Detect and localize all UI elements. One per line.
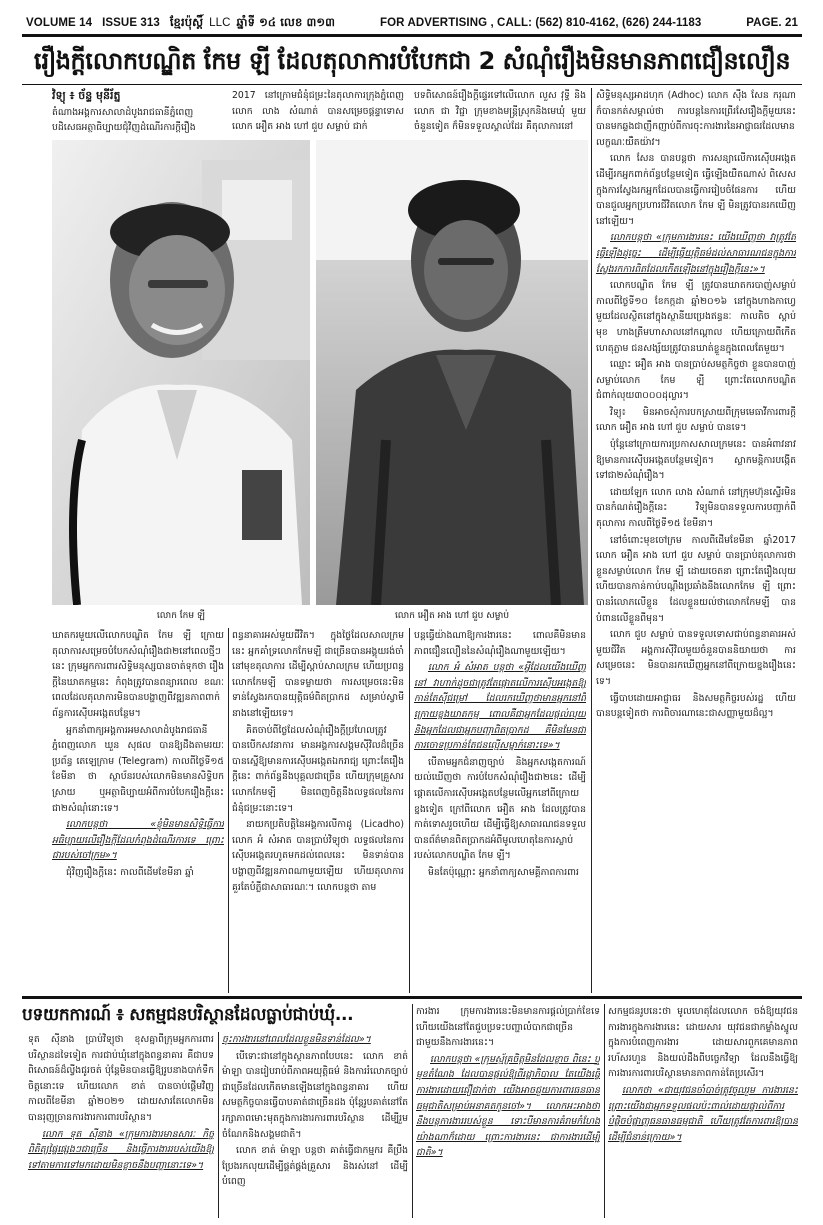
article-column-2 <box>232 628 404 993</box>
article-headline: រឿងក្ដីលោកបណ្ឌិត កែម ឡី ដែលតុលាការបំបែកជា 2 សំណុំរឿងមិនមានភាពជឿនលឿន <box>33 47 791 75</box>
col4-quote: លោកបន្តថា «ក្រុមការងារនេះ យើងឃើញថា វាត្រូវតែធ្វើឡើងដូច្នេះ ដើម្បីធ្វើយុត្តិធម៌ដល់សាធារណជនក្នុងការស្វែងរកការពិតដែលកើតឡើងនៅក្នុងរឿងក្ដីនេះ»។ <box>596 232 796 275</box>
article-column-3 <box>414 628 586 993</box>
feature-col2-paragraph: បើទោះជានៅក្នុងស្ថានភាពបែបនេះ លោក ខាត់ ម៉ាឡា បានរៀបរាប់ពីភាពអយុត្តិធម៌ និងការរំលោភច្បាប់ជាច្រើនដែលកើតមានឡើងនៅក្នុងពន្ធនាគារ ហើយសមត្ថកិច្ចបានធ្វើបាបគាត់ជាច្រើនដង ប៉ុន្តែរូបគាត់នៅតែរក្សាភាពមោះមុតក្នុងការងារការពារបរិស្ថាន ដើម្បីរួមចំណែកនិងសង្គមជាតិ។ <box>222 1050 408 1140</box>
intro-paragraph-2: 2017 នៅក្រោមជំនុំជម្រះនៃតុលាការក្រុងភ្នំពេញ លោក លាង សំណាត់ បានសម្រេចផ្ដន្ទាទោស លោក អឿត អាង ហៅ ជួប សម្លាប់ ជាក់ <box>232 90 404 133</box>
issue-label: ISSUE 313 <box>102 17 160 29</box>
col4-paragraph: នៅចំពោះមុខចៅក្រម កាលពីដើមខែមីនា ឆ្នាំ2017 លោក អឿត អាង ហៅ ជួប សម្លាប់ បានប្រាប់តុលាការថា ខ្លួនសម្លាប់លោក កែម ឡី ដោយចេតនា ព្រោះតែរឿងលុយ ហើយបានកាន់កាប់បណ្ដឹងប្រឆាំងនឹងលោកកែម ឡី ព្រោះបានរំលោភលើខ្លួន ដែលខ្លួនយល់ថាលោកកែមឡី បានបំពានលើខ្លួនពីមុន។ <box>596 534 796 624</box>
column-divider <box>604 1004 605 1218</box>
publication-brand <box>170 15 335 32</box>
col4-paragraph: សិទ្ធិមនុស្សអាដហុក (Adhoc) លោក ស៊ឹង សែន ករុណា ក៏បានកត់សម្គាល់ថា ការបន្ដនៃការព្រើរសែរឿងក្ដីមួយនេះបានមកឆ្លងជាញឹកញាប់ពីការចុះការងារនៃអាជ្ញាធរដែលមានលក្ខណៈយឺតយ៉ាវ។ <box>596 90 796 148</box>
page-number: PAGE. 21 <box>746 17 798 29</box>
intro-column-1 <box>52 88 224 136</box>
feature-col4-paragraph: សកម្មជនរូបនេះថា មូលហេតុដែលលោក ចង់ឱ្យយុវជនការងារក្នុងការងារនេះ ដោយសារ យុវជនជាកម្លាំងស្នូល ក្នុងការបំពេញការងារ ដោយសារពួកគេមានភាពរហ័សរហួន និងយល់ដឹងពីបច្ចេកវិទ្យា ដែលនឹងធ្វើឱ្យការងារការពារបរិស្ថានមានភាពកាន់តែប្រសើរ។ <box>608 1006 798 1080</box>
volume-label: VOLUME 14 <box>26 17 93 29</box>
col3-paragraph: បន្ដធ្វើយ៉ាងណាឱ្យការងារនេះ ពោលគឺមិនមានភាពជឿនលឿននៃសំណុំរឿងណាមួយឡើយ។ <box>414 630 586 657</box>
col4-paragraph: លោក ជួប សម្លាប់ បានទទួលទោសជាប់ពន្ធនាគារអស់មួយជីវិត អង្គការស៊ីវិលមួយចំនួនបាននិយាយថា ការសម្រេចនេះ មិនបានរកឃើញអ្នកនៅពីក្រោយខ្នងរឿងនេះទេ។ <box>596 629 796 687</box>
col2-paragraph: នាយកប្រតិបត្តិនៃអង្គការលីកាដូ (Licadho) លោក អំ សំអាត បានប្រាប់វិទ្យុថា លទ្ធផលនៃការស៊ើបអង្កេតរហូតមកដល់ពេលនេះ មិនទាន់បានបង្ហាញពីវឌ្ឍនភាពណាមួយឡើយ ហើយតុលាការគួរតែបំភ្លឺជាសាធារណៈ។ លោកបន្ដថា តាម <box>232 819 404 893</box>
photo-kem-ley-caption: លោក កែម ឡី <box>156 611 206 621</box>
col4-paragraph: ប៉ុន្តែនៅក្រោយការប្រកាសសាលក្រមនេះ បានអំពាវនាវឱ្យមានការស៊ើបអង្កេតបន្ថែមទៀត។ ស្លាកមន្តិការបង្កើតទៅជា២សំណុំរឿង។ <box>596 439 796 482</box>
masthead <box>26 14 798 32</box>
brand-suffix: LLC <box>209 17 231 29</box>
article-column-1 <box>52 628 224 993</box>
headline-rule <box>22 84 802 85</box>
feature-col2-paragraph: ចុះការងារនៅពេលដែលខ្លួនមិនទាន់ដែល»។ <box>222 1034 371 1045</box>
intro-column-2 <box>232 88 404 136</box>
photo-oeut-ang-caption: លោក អឿត អាង ហៅ ជួប សម្លាប់ <box>394 611 510 621</box>
feature-col2-paragraph: លោក ខាត់ ម៉ាឡា បន្តថា គាត់ធ្វើជាកម្មករ គឺប្រឹងប្រែងរកលុយដើម្បីផ្គត់ផ្គង់គ្រួសារ និងរស់នៅ ដើម្បីបំពេញ <box>222 1145 408 1188</box>
column-divider <box>218 1032 219 1218</box>
col4-paragraph: លោក សែន បានបន្ដថា ការសន្យាលើការស៊ើបអង្កេត ដើម្បីរកអ្នកពាក់ព័ន្ធបន្ថែមទៀត ធ្វើឡើងយឺតណាស់ ពិសេសក្នុងការស្វែងរកអ្នកដែលបានធ្វើការរៀបចំផែនការ ហើយបានជួលអ្នកប្រហារជីវិតលោក កែម ឡី មិនត្រូវបានរកឃើញនៅឡើយ។ <box>596 153 796 227</box>
feature-column-1 <box>28 1032 214 1218</box>
byline: វិទ្យុ ៖ ច័ន្ទ មុនីរ័ត្ន <box>52 89 121 102</box>
intro-paragraph-3: បទពិសោធន៍រឿងក្ដីផ្ទេរទៅលើលោក លួស វុទ្ធី និងលោក ជា វិជ្ជា ក្រុមខាងមន្ត្រីស្រុកនិងមេឃុំ មួយចំនួនទៀត ក៏មិនទទួលស្គាល់ដែរ គឺតុលាការនៅ <box>414 90 586 133</box>
feature-column-4 <box>608 1004 798 1218</box>
intro-paragraph-1: តំណាងអង្គការសាលាដំបូងរាជធានីភ្នំពេញ បដិសេធអត្ថាធិប្បាយជុំវិញដំណើរការក្ដីរឿង <box>52 106 196 134</box>
masthead-left <box>26 15 335 32</box>
col3-paragraph: បើតាមអ្នកជំនាញច្បាប់ និងអ្នកសង្កេតការណ៍ យល់ឃើញថា ការបំបែកសំណុំរឿងជា២នេះ ដើម្បីផ្ដោតលើការស៊ើបអង្កេតបន្ថែមលើអ្នកនៅពីក្រោយខ្នងទៀត ក្រៅពីលោក អឿត អាង ដែលត្រូវបានកាត់ទោសរួចហើយ ដើម្បីធ្វើឱ្យសាធារណជនទទួលបានព័ត៌មានពិតប្រាកដអំពីមូលហេតុនៃការស្លាប់របស់លោកបណ្ឌិត កែម ឡី។ <box>414 756 586 862</box>
col1-quote: លោកបន្តថា «ខ្ញុំមិនមានសិទ្ធិធ្វើការអធិប្បាយលើរឿងក្ដីដែលកំពុងដំណើរការទេ ព្រោះជារបស់ចៅក្រម»។ <box>52 819 224 862</box>
intro-column-3 <box>414 88 586 136</box>
masthead-rule <box>22 34 802 37</box>
col4-paragraph: ឈ្មោះ អឿត អាង បានប្រាប់សមត្ថកិច្ចថា ខ្លួនបានបាញ់សម្លាប់លោក កែម ឡី ព្រោះតែលោកបណ្ឌិតជំពាក់លុយ៣០០០ដុល្លារ។ <box>596 359 796 402</box>
col4-paragraph: ធ្វើបាបដោយអាជ្ញាធរ និងសមត្ថកិច្ចរបស់រដ្ឋ ហើយបានបន្ដទៀតថា ការពិចារណានេះជាសញ្ញាមួយដ៏ល្អ។ <box>596 692 796 720</box>
column-divider <box>412 1004 413 1218</box>
feature-headline: បទយកការណ៍ ៖ សតម្មជនបរិស្ថានដែលធ្លាប់ជាប់ឃុំ... <box>22 1005 354 1025</box>
col4-paragraph: ដោយឡែក លោក លាង សំណាត់ នៅក្រុមហ៊ុនស្ទើរមិនបានកំណត់រឿងក្ដីនេះ វិទ្យុមិនបានទទួលការបញ្ជាក់ពីតុលាការ កាលពីថ្ងៃទី១៥ ខែមីនា។ <box>596 486 796 530</box>
portrait-kem-ley-image <box>52 140 310 605</box>
col1-paragraph: ជុំវិញរឿងក្ដីនេះ កាលពីដើមខែមីនា ឆ្នាំ <box>66 866 194 878</box>
col3-paragraph: មិនតែប៉ុណ្ណោះ អ្នកនាំពាក្យសាមគ្គីភាពការពារ <box>428 866 579 878</box>
feature-col3-quote: លោកបន្ដថា «ក្រុមស្ម័គ្រចិត្តមិនដែលខ្លាច ពិនេះ ឬមុខតំណែង ដែលបានផ្ដល់ឱ្យពីរដ្ឋាភិបាល តែយើងធ្វើការងារដោយជឿជាក់ថា យើងអាចជួយការពារធនធានធម្មជាតិសម្រាប់អនាគតកូនចៅ»។ លោកអះអាងថា នឹងបន្តការងាររបស់ខ្លួន ទោះបីមានការគំរាមកំហែងយ៉ាងណាក៏ដោយ ព្រោះការងារនេះ ជាការងារដើម្បីជាតិ»។ <box>416 1053 600 1159</box>
col3-quote: លោក អំ សំអាត បន្តថា «អ្វីដែលយើងឃើញនៅ វាហាក់ដូចជាត្រូវតែផ្ដោតលើការស៊ើបអង្កេតឱ្យកាន់តែស៊ីជម្រៅ ដែលរកឃើញថាមានអ្នកនៅពីក្រោយខ្នងឃាតកម្ម ពោលគឺជាអ្នកដែលផ្ដល់លុយ និងអ្នកដែលជាអ្នកបញ្ជាពិតប្រាកដ គឺមិនមែនជាការចោទប្រកាន់តែជនល្មើសម្នាក់នោះទេ»។ <box>414 662 586 752</box>
feature-col4-quote: លោកថា «ជាយុវជនចាំបាច់ត្រូវចូលរួម ការងារនេះ ព្រោះយើងជាអ្នកទទួលផលប៉ះពាល់ដោយផ្ទាល់ពីការបំផ្លិចបំផ្លាញធនធានធម្មជាតិ ហើយត្រូវតែការពារឱ្យបានដើម្បីជំនាន់ក្រោយ»។ <box>608 1084 798 1143</box>
article-column-4 <box>596 88 796 993</box>
col1-paragraph: ឃាតករមួយលើលោកបណ្ឌិត កែម ឡី ក្រោយតុលាការសម្រេចបំបែកសំណុំរឿងជា២នៅពេលថ្មីៗនេះ ក្រុមអ្នកការពារសិទ្ធិមនុស្សបានចាត់ទុកថា រឿងក្ដីនៃឃាតកម្មនេះ កំពុងត្រូវបានពន្យារពេល ខណៈពេលដែលតុលាការមិនបានបង្ហាញពីវឌ្ឍនភាពពាក់ព័ន្ធការស៊ើបអង្កេតបន្ថែម។ <box>52 630 224 719</box>
photo-oeut-ang <box>316 140 588 605</box>
feature-col1-quote: លោក ទុត ស៊ីនាង «ក្រុមការងារមានសារៈ កិច្ច ពិតិត្យផ្ទៃផ្សេងៗជាច្រើន និងធ្វើការងាររបស់យើងឱ្យ ទៅតាមការទៅមកដោយមិនខ្លាចនឹងបញ្ហានោះទេ»។ <box>28 1128 214 1171</box>
col4-paragraph: លោកបណ្ឌិត កែម ឡី ត្រូវបានឃាតករបាញ់សម្លាប់កាលពីថ្ងៃទី១០ ខែកក្កដា ឆ្នាំ២០១៦ នៅក្នុងហាងកាហ្វេមួយដែលស្ថិតនៅក្នុងស្ថានីយប្រេងឥន្ធនៈ កាលតិច ស្ដាប់មុខ ហាងត្រីមហាសាលនៅកណ្ដាល ហើយក្រោយពីកើតហេតុភ្លាម ជនសង្ស័យត្រូវបានឃាត់ខ្លួនក្នុងពេលតែមួយ។ <box>596 280 796 354</box>
advertising-contact: FOR ADVERTISING , CALL: (562) 810-4162, (626) 244-1183 <box>380 17 702 29</box>
brand-name: ខ្មែរប៉ុស្ដិ៍ <box>169 14 204 29</box>
col2-paragraph: ពន្ធនាគារអស់មួយជីវិត។ ក្នុងថ្ងៃដែលសាលក្រមនេះ អ្នកគាំទ្រលោកកែមឡី ជាច្រើនបានអង្គុយរង់ចាំនៅមុខតុលាការ ដើម្បីស្ដាប់សាលក្រម ហើយប្រពន្ធលោកកែមឡី បានទម្លាយថា ការសម្រេចនេះមិនទាន់ស្វែងរកបានយុត្តិធម៌ពិតប្រាកដ សម្រាប់ស្វាមីនាងនៅឡើយទេ។ <box>232 630 404 719</box>
feature-column-3 <box>416 1004 600 1218</box>
col2-paragraph: គិតចាប់ពីថ្ងៃដែលសំណុំរឿងក្ដីប្រហែលត្រូវបានបើកសវនាការ មានអង្គការសង្គមស៊ីវិលដ៏ច្រើន បានស្នើឱ្យមានការស៊ើបអង្កេតឯករាជ្យ ព្រោះតែរឿងក្ដីនេះ ពាក់ព័ន្ធនឹងបុគ្គលជាច្រើន ហើយក្រុមគ្រួសារលោកកែមឡី មិនពេញចិត្តនឹងលទ្ធផលនៃការជំនុំជម្រះនោះទេ។ <box>232 724 404 814</box>
feature-col1-paragraph: ទុត ស៊ីនាង ប្រាប់វិទ្យុថា ខុសគ្នាពីក្រុមអ្នកការពារបរិស្ថានដទៃទៀត ការជាប់ឃុំនៅក្នុងពន្ធនាគារ គឺជាបទពិសោធន៍ដ៏ល្វីងជូរចត់ ប៉ុន្តែមិនបានធ្វើឱ្យរូបនាងបាក់ទឹកចិត្តនោះទេ ហើយលោក ខាត់ បានចាប់ផ្ដើមវិញ កាលពីខែមីនា ឆ្នាំ២០២១ ដោយសារតែលោកមិនបានរុញច្រានការងារការពារបរិស្ថាន។ <box>28 1034 214 1123</box>
column-divider <box>409 628 410 993</box>
year-issue-khmer: ឆ្នាំទី ១៤ លេខ ៣១៣ <box>236 14 336 29</box>
col4-paragraph: វិទ្យុ៖ មិនអាចសុំការបកស្រាយពីក្រុមមេធាវីការពារក្ដីលោក អឿត អាង ហៅ ជួប សម្លាប់ បានទេ។ <box>596 406 796 434</box>
feature-top-rule <box>22 996 802 999</box>
portrait-oeut-ang-image <box>316 140 588 605</box>
photo-kem-ley <box>52 140 310 605</box>
column-divider <box>591 88 592 993</box>
feature-col3-paragraph: ការងារ ក្រុមការងារនេះមិនមានការផ្ដល់ប្រាក់ខែទេ ហើយយើងនៅតែជួបប្រទះបញ្ហាលំបាកជាច្រើនជាមួយនឹងការងារនេះ។ <box>416 1006 600 1049</box>
col1-paragraph: អ្នកនាំពាក្យអង្គការអមសាលាដំបូងរាជធានីភ្នំពេញលោក ឃួន សុផល បានឱ្យដឹងតាមរយៈប្រព័ន្ធ តេឡេក្រាម (Telegram) កាលពីថ្ងៃទី១៥ ខែមីនា ថា ស្ថាប័នរបស់លោកមិនមានសិទ្ធិបកស្រាយ ឬអត្ថាធិប្បាយអំពីការបំបែករឿងក្ដីនេះជា២សំណុំនោះទេ។ <box>52 724 224 814</box>
column-divider <box>228 628 229 993</box>
feature-column-2 <box>222 1032 408 1218</box>
